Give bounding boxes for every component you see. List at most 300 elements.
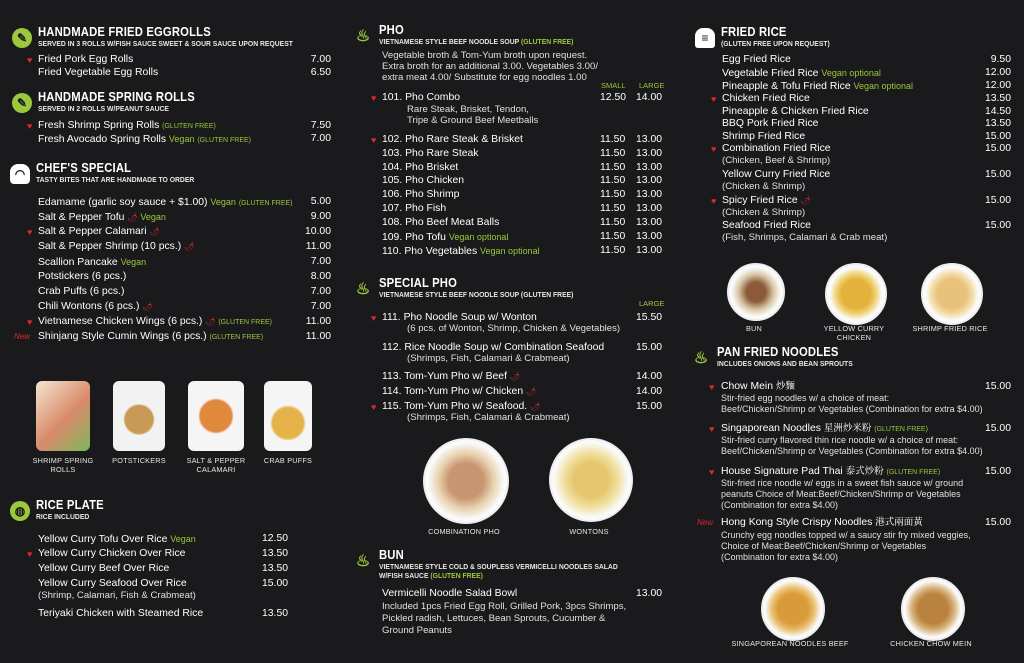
pho-item — [382, 231, 508, 244]
menu-item-name: Fresh Avocado Spring Rolls — [38, 134, 167, 145]
menu-item — [38, 533, 196, 546]
menu-item-desc: (Fish, Shrimps, Calamari & Crab meat) — [722, 232, 888, 243]
heart-icon: ♥ — [27, 121, 33, 131]
menu-item-name: Seafood Fried Rice — [722, 220, 811, 231]
section-title: HANDMADE FRIED EGGROLLS — [38, 25, 211, 39]
pho-item — [382, 148, 478, 160]
size-large-label: LARGE — [639, 299, 665, 308]
menu-item-name: Hong Kong Style Crispy Noodles — [721, 517, 873, 528]
item-number: 101. — [382, 92, 403, 103]
springrolls-section — [12, 91, 212, 113]
menu-item — [721, 381, 795, 393]
eggroll-icon: ✎ — [12, 28, 32, 48]
noodle-pan-icon: ♨ — [693, 350, 709, 367]
size-small-label: SMALL — [601, 81, 626, 90]
gluten-free-tag: (GLUTEN FREE) — [520, 37, 574, 46]
price-small: 12.50 — [600, 92, 627, 103]
menu-item-name: Scallion Pancake — [38, 257, 118, 268]
menu-item-name: Edamame (garlic soy sauce + $1.00) — [38, 197, 208, 208]
menu-item-name: Fried Vegetable Egg Rolls — [38, 67, 159, 78]
menu-item — [38, 211, 166, 224]
price-large: 13.00 — [636, 175, 663, 186]
pho-item — [382, 134, 523, 146]
bowl-icon: ♨ — [355, 553, 371, 570]
gluten-free-tag: (GLUTEN FREE) — [886, 469, 941, 476]
menu-item-name: Yellow Curry Beef Over Rice — [38, 563, 170, 574]
section-title: SPECIAL PHO — [379, 276, 458, 290]
item-number: 106. — [382, 189, 403, 200]
chili-icon: 🌶 — [127, 213, 138, 222]
price-small: 11.50 — [600, 134, 626, 145]
item-number: 104. — [382, 162, 403, 173]
menu-item-price: 9.50 — [990, 54, 1011, 65]
menu-item — [38, 196, 293, 210]
menu-item-price: 6.50 — [310, 67, 331, 78]
menu-item-price: 15.00 — [636, 401, 663, 412]
pho-note: Vegetable broth & Tom-Yum broth upon request. — [382, 50, 588, 61]
section-subtitle: TASTY BITES THAT ARE HANDMADE TO ORDER — [36, 175, 195, 184]
photo-caption: WONTONS — [569, 527, 609, 536]
menu-item-name: Pho Combo — [405, 92, 460, 103]
menu-item-price: 7.00 — [310, 54, 331, 65]
menu-item-name: Pho Tofu — [405, 232, 446, 243]
menu-item-name: Salt & Pepper Calamari — [38, 226, 147, 237]
photo-caption: SINGAPOREAN NOODLES BEEF — [731, 639, 849, 648]
gluten-free-tag: (GLUTEN FREE) — [209, 334, 264, 341]
photo-potstickers — [113, 381, 165, 451]
menu-item-name: Chow Mein — [721, 381, 773, 392]
menu-item-name: Yellow Curry Seafood Over Rice — [38, 578, 187, 589]
photo-caption: BUN — [745, 324, 762, 333]
menu-item-price: 13.50 — [262, 548, 289, 559]
menu-item-name: Pho Chicken — [405, 175, 465, 186]
vegan-tag: Vegan optional — [853, 81, 914, 91]
menu-item-name: Pho Rare Steak — [405, 148, 479, 159]
menu-item-price: 12.50 — [262, 533, 289, 544]
menu-item-price: 15.00 — [262, 578, 289, 589]
pho-item — [382, 162, 458, 174]
heart-icon: ♥ — [27, 227, 33, 237]
noodles-section — [691, 346, 865, 368]
menu-item-name: Salt & Pepper Shrimp (10 pcs.) — [38, 241, 182, 252]
menu-item-desc: peanuts Choice of Meat:Beef/Chicken/Shrimp or Vegetables — [721, 489, 961, 499]
menu-item-name: Pho Beef Meat Balls — [405, 217, 500, 228]
menu-item-desc: (Shrimps, Fish, Calamari & Crabmeat) — [407, 353, 570, 364]
menu-item-price: 12.00 — [984, 67, 1011, 78]
menu-item-price: 13.50 — [262, 563, 289, 574]
section-subtitle: VIETNAMESE STYLE COLD & SOUPLESS VERMICELLI NOODLES SALAD — [379, 562, 618, 571]
menu-item-price: 15.00 — [984, 466, 1011, 477]
menu-item-name: Pineapple & Chicken Fried Rice — [722, 106, 869, 117]
menu-item — [38, 316, 272, 329]
menu-item-price: 15.00 — [984, 381, 1011, 392]
middle-column — [345, 0, 685, 663]
heart-icon: ♥ — [711, 94, 717, 104]
bun-section — [353, 549, 639, 580]
heart-icon: ♥ — [27, 549, 33, 559]
menu-item-price: 13.50 — [262, 608, 289, 619]
noodle-bowl-icon: ♨ — [355, 28, 371, 45]
menu-item-price: 7.00 — [310, 286, 331, 297]
item-number: 103. — [382, 148, 403, 159]
menu-item-price: 14.00 — [636, 386, 663, 397]
item-number: 113. — [382, 371, 402, 382]
section-subtitle: SERVED IN 2 ROLLS W/PEANUT SAUCE — [38, 104, 169, 113]
price-small: 11.50 — [600, 231, 626, 242]
chili-icon: 🌶 — [800, 196, 811, 205]
chili-icon: 🌶 — [184, 242, 195, 251]
menu-item — [722, 54, 791, 66]
menu-item-name: Egg Fried Rice — [722, 54, 791, 65]
menu-item-price: 9.00 — [310, 211, 331, 222]
menu-item-name: Pho Vegetables — [404, 246, 478, 257]
menu-item-desc: Crunchy egg noodles topped w/ a saucy stir fry mixed veggies, — [721, 530, 971, 540]
heart-icon: ♥ — [711, 144, 717, 154]
price-small: 11.50 — [600, 148, 626, 159]
menu-item-price: 15.00 — [984, 517, 1011, 528]
menu-item — [722, 106, 869, 118]
menu-item-desc: (Combination for extra $4.00) — [721, 500, 839, 510]
price-small: 11.50 — [600, 245, 626, 256]
section-subtitle: INCLUDES ONIONS AND BEAN SPROUTS — [717, 359, 853, 368]
new-badge: New — [14, 332, 31, 341]
menu-item-name: Vermicelli Noodle Salad Bowl — [382, 588, 518, 599]
menu-item-desc: Beef/Chicken/Shrimp or Vegetables (Combination for extra $4.00) — [721, 446, 983, 456]
menu-item-desc: Stir-fried rice noodle w/ eggs in a sweet fish sauce w/ ground — [721, 478, 964, 488]
gluten-free-tag: (GLUTEN FREE) — [874, 426, 928, 433]
menu-item-name: Tom-Yum Pho w/ Beef — [404, 371, 507, 382]
photo-caption: CHICKEN CHOW MEIN — [890, 639, 972, 648]
menu-item-name: BBQ Pork Fried Rice — [722, 118, 819, 129]
chili-icon: 🌶 — [526, 387, 537, 396]
item-number: 102. — [382, 134, 403, 145]
vegan-tag: Vegan — [210, 197, 236, 207]
menu-item-price: 15.50 — [636, 312, 663, 323]
section-title: CHEF'S SPECIAL — [36, 161, 132, 175]
burger-icon: ≡ — [695, 28, 715, 48]
menu-item-desc: Tripe & Ground Beef Meetballs — [407, 115, 539, 126]
menu-item-name: Spicy Fried Rice — [722, 195, 798, 206]
item-number: 109. — [382, 232, 403, 243]
menu-item-price: 7.50 — [310, 120, 331, 131]
menu-item-price: 7.00 — [310, 301, 331, 312]
springroll-icon: ✎ — [12, 93, 32, 113]
noodle-bowl-icon: ♨ — [355, 281, 371, 298]
menu-item-desc: Choice of Meat:Beef/Chicken/Shrimp or Vegetables — [721, 541, 927, 551]
menu-item-price: 15.00 — [984, 131, 1011, 142]
gluten-free-tag: (GLUTEN FREE) — [197, 137, 252, 144]
eggrolls-section — [12, 26, 315, 48]
menu-item-name: Shinjang Style Cumin Wings (6 pcs.) — [38, 331, 207, 342]
vegan-tag: Vegan — [168, 134, 195, 144]
price-large: 14.00 — [636, 92, 663, 103]
menu-item-name: Pho Rare Steak & Brisket — [405, 134, 523, 145]
price-large: 13.00 — [636, 217, 663, 228]
pho-item — [382, 203, 446, 215]
menu-item-name: Combination Fried Rice — [722, 143, 831, 154]
pho-item — [382, 92, 460, 104]
section-title: BUN — [379, 548, 404, 562]
menu-item-desc: Included 1pcs Fried Egg Roll, Grilled Pork, 3pcs Shrimps, — [382, 601, 627, 612]
item-number: 112. — [382, 342, 402, 353]
item-number: 105. — [382, 175, 403, 186]
photo-caption: POTSTICKERS — [112, 456, 166, 465]
menu-item-name: Chicken Fried Rice — [722, 93, 810, 104]
menu-item-price: 10.00 — [304, 226, 331, 237]
menu-item-name: Pineapple & Tofu Fried Rice — [722, 81, 851, 92]
section-title: PHO — [379, 23, 404, 37]
section-subtitle — [379, 571, 618, 580]
photo-combination-pho — [423, 438, 509, 524]
menu-item-name: Rice Noodle Soup w/ Combination Seafood — [404, 342, 605, 353]
photo-chicken-chow-mein — [901, 577, 965, 641]
vegan-tag: Vegan optional — [821, 68, 881, 78]
menu-item-price: 7.00 — [310, 256, 331, 267]
photo-crab-puffs — [264, 381, 312, 451]
menu-item-price: 11.00 — [305, 241, 331, 252]
menu-item — [721, 517, 923, 529]
vegan-tag: Vegan optional — [448, 232, 509, 242]
section-subtitle: (GLUTEN FREE UPON REQUEST) — [721, 39, 830, 48]
menu-item-desc: (Chicken & Shrimp) — [722, 181, 806, 192]
menu-item-name: Pho Brisket — [405, 162, 459, 173]
section-subtitle: VIETNAMESE STYLE BEEF NOODLE SOUP (GLUTEN FREE) — [379, 290, 574, 299]
riceplate-section — [10, 499, 111, 521]
photo-caption: SHRIMP FRIED RICE — [912, 324, 988, 333]
price-large: 13.00 — [636, 203, 663, 214]
pho-item — [382, 245, 540, 258]
menu-item-price: 7.00 — [310, 133, 331, 144]
vegan-tag: Vegan — [120, 257, 147, 267]
menu-item-price: 15.00 — [984, 423, 1011, 434]
heart-icon: ♥ — [709, 382, 715, 392]
item-number: 115. — [382, 401, 402, 412]
menu-item — [722, 143, 831, 155]
menu-item-name: Pho Fish — [405, 203, 447, 214]
vegan-tag: Vegan — [170, 534, 196, 544]
menu-item-name: Pho Noodle Soup w/ Wonton — [403, 312, 537, 323]
chinese-name: 炒麵 — [775, 381, 795, 392]
photo-caption: SALT & PEPPER CALAMARI — [186, 456, 246, 474]
photo-singaporean-noodles — [761, 577, 825, 641]
vegan-tag: Vegan — [140, 212, 166, 222]
section-title: FRIED RICE — [721, 25, 787, 39]
chili-icon: 🌶 — [205, 317, 216, 326]
price-small: 11.50 — [600, 162, 626, 173]
price-large: 13.00 — [636, 245, 663, 256]
gluten-free-tag: (GLUTEN FREE) — [238, 200, 293, 207]
menu-item — [38, 120, 216, 133]
menu-item-price: 5.00 — [310, 196, 331, 207]
photo-caption: COMBINATION PHO — [428, 527, 500, 536]
menu-item-desc: Stir-fried curry flavored thin rice noodle w/ a choice of meat: — [721, 435, 959, 445]
chili-icon: 🌶 — [149, 227, 160, 236]
heart-icon: ♥ — [711, 196, 717, 206]
menu-item-name: Fried Pork Egg Rolls — [38, 54, 134, 65]
specialpho-section — [353, 277, 590, 299]
pho-item — [382, 386, 536, 398]
heart-icon: ♥ — [709, 424, 715, 434]
menu-item-name: Tom-Yum Pho w/ Chicken — [404, 386, 524, 397]
menu-item-name: Yellow Curry Tofu Over Rice — [38, 534, 168, 545]
photo-caption: CRAB PUFFS — [263, 456, 313, 465]
menu-item — [722, 220, 811, 232]
chili-icon: 🌶 — [142, 302, 153, 311]
photo-calamari — [188, 381, 244, 451]
menu-item-desc: Stir-fried egg noodles w/ a choice of meat: — [721, 393, 890, 403]
section-subtitle: RICE INCLUDED — [36, 512, 90, 521]
heart-icon: ♥ — [709, 467, 715, 477]
chinese-name: 港式兩面黃 — [875, 517, 923, 528]
menu-item-desc: Rare Steak, Brisket, Tendon, — [407, 104, 529, 115]
menu-item-name: House Signature Pad Thai — [721, 466, 843, 477]
menu-item — [722, 93, 810, 105]
menu-item — [722, 169, 830, 181]
left-column — [0, 0, 345, 663]
menu-item — [38, 331, 263, 344]
gluten-free-tag: (GLUTEN FREE) — [162, 123, 216, 130]
photo-bun — [727, 263, 785, 321]
menu-item-name: Pho Shrimp — [405, 189, 460, 200]
pho-note: extra meat 4.00/ Substitute for egg noodles 1.00 — [382, 72, 587, 83]
pho-section — [353, 24, 590, 46]
menu-item-price: 8.00 — [310, 271, 331, 282]
menu-item-price: 14.00 — [636, 371, 663, 382]
menu-item-name: Shrimp Fried Rice — [722, 131, 806, 142]
menu-item-name: Fresh Shrimp Spring Rolls — [38, 120, 160, 131]
menu-item-name: Potstickers (6 pcs.) — [38, 271, 127, 282]
photo-shrimp-fried-rice — [921, 263, 983, 325]
chinese-name: 星洲炒米粉 — [823, 423, 872, 434]
menu-item-price: 11.00 — [305, 316, 331, 327]
gluten-free-tag: (GLUTEN FREE) — [430, 571, 483, 580]
price-large: 13.00 — [636, 189, 663, 200]
price-small: 11.50 — [600, 175, 626, 186]
heart-icon: ♥ — [27, 317, 33, 327]
gluten-free-tag: (GLUTEN FREE) — [218, 319, 273, 326]
chili-icon: 🌶 — [509, 372, 520, 381]
item-number: 108. — [382, 217, 403, 228]
menu-item — [722, 195, 811, 207]
item-number: 111. — [382, 312, 401, 323]
menu-item — [722, 131, 805, 143]
friedrice-section — [695, 26, 839, 48]
subtitle-text: VIETNAMESE STYLE BEEF NOODLE SOUP — [379, 37, 520, 46]
heart-icon: ♥ — [371, 402, 377, 412]
size-large-label: LARGE — [639, 81, 665, 90]
rice-bowl-icon: ◍ — [10, 501, 30, 521]
section-title: HANDMADE SPRING ROLLS — [38, 90, 195, 104]
menu-item-price: 12.00 — [984, 80, 1011, 91]
menu-item-name: Yellow Curry Chicken Over Rice — [38, 548, 186, 559]
menu-item-name: Singaporean Noodles — [721, 423, 821, 434]
menu-item-desc: (Chicken & Shrimp) — [722, 207, 806, 218]
heart-icon: ♥ — [371, 313, 377, 323]
menu-item-name: Vietnamese Chicken Wings (6 pcs.) — [38, 316, 203, 327]
photo-caption: YELLOW CURRY CHICKEN — [823, 324, 885, 342]
menu-item-price: 15.00 — [984, 195, 1011, 206]
item-number: 110. — [382, 246, 402, 257]
pho-item — [382, 217, 499, 229]
menu-item — [722, 118, 818, 130]
menu-item-name: Salt & Pepper Tofu — [38, 212, 125, 223]
pho-item — [382, 189, 459, 201]
menu-item — [38, 226, 160, 238]
section-title: RICE PLATE — [36, 498, 104, 512]
menu-item-desc: (Combination for extra $4.00) — [721, 552, 839, 562]
menu-item-desc: (6 pcs. of Wonton, Shrimp, Chicken & Vegetables) — [407, 323, 621, 334]
menu-item-desc: Beef/Chicken/Shrimp or Vegetables (Combination for extra $4.00) — [721, 404, 983, 414]
pho-item — [382, 371, 520, 383]
menu-item — [722, 80, 913, 93]
menu-item-desc: Pickled radish, Lettuces, Bean Sprouts, Cucumber & — [382, 613, 606, 624]
photo-caption: SHRIMP SPRING ROLLS — [32, 456, 94, 474]
heart-icon: ♥ — [371, 135, 377, 145]
menu-item — [38, 256, 146, 269]
section-subtitle — [379, 37, 573, 46]
chili-icon: 🌶 — [530, 402, 541, 411]
menu-item — [722, 67, 881, 80]
menu-item-name: Vegetable Fried Rice — [722, 68, 819, 79]
photo-wontons — [549, 438, 633, 522]
section-title: PAN FRIED NOODLES — [717, 345, 839, 359]
menu-item — [38, 133, 251, 147]
menu-item-name: Tom-Yum Pho w/ Seafood. — [404, 401, 528, 412]
price-large: 13.00 — [636, 162, 663, 173]
heart-icon: ♥ — [371, 93, 377, 103]
right-column — [685, 0, 1024, 663]
chinese-name: 泰式炒粉 — [845, 466, 884, 477]
chef-hat-icon: ◠ — [10, 164, 30, 184]
item-number: 107. — [382, 203, 403, 214]
pho-item — [382, 175, 464, 187]
price-large: 13.00 — [636, 231, 663, 242]
heart-icon: ♥ — [27, 55, 33, 65]
menu-item-price: 13.00 — [636, 588, 663, 599]
menu-item-name: Chili Wontons (6 pcs.) — [38, 301, 140, 312]
menu-item-price: 15.00 — [984, 220, 1011, 231]
photo-shrimp-spring-rolls — [36, 381, 90, 451]
section-subtitle: SERVED IN 3 ROLLS W/FISH SAUCE SWEET & SOUR SAUCE UPON REQUEST — [38, 39, 293, 48]
menu-item-desc: (Shrimps, Fish, Calamari & Crabmeat) — [407, 412, 570, 423]
new-badge: New — [697, 518, 714, 527]
menu-item-price: 11.00 — [305, 331, 331, 342]
photo-yellow-curry-chicken — [825, 263, 887, 325]
price-large: 13.00 — [636, 148, 663, 159]
subtitle-text: W/FISH SAUCE — [379, 571, 429, 580]
price-small: 11.50 — [600, 203, 626, 214]
menu-item-desc: (Chicken, Beef & Shrimp) — [722, 155, 831, 166]
menu-item-price: 14.50 — [984, 106, 1011, 117]
item-number: 114. — [382, 386, 402, 397]
price-small: 11.50 — [600, 217, 626, 228]
menu-item-price: 13.50 — [984, 93, 1011, 104]
price-large: 13.00 — [636, 134, 663, 145]
menu-item-name: Crab Puffs (6 pcs.) — [38, 286, 125, 297]
menu-item-price: 13.50 — [984, 118, 1011, 129]
menu-item — [38, 241, 194, 253]
menu-item-desc: (Shrimp, Calamari, Fish & Crabmeat) — [38, 590, 196, 601]
menu-item-name: Yellow Curry Fried Rice — [722, 169, 831, 180]
menu-item-desc: Ground Peanuts — [382, 625, 452, 636]
menu-item-name: Teriyaki Chicken with Steamed Rice — [38, 608, 204, 619]
menu-item-price: 15.00 — [984, 169, 1011, 180]
pho-note: Extra broth for an additional 3.00. Vegetables 3.00/ — [382, 61, 599, 72]
menu-item — [38, 301, 153, 313]
chefs-section — [10, 162, 208, 184]
price-small: 11.50 — [600, 189, 626, 200]
menu-item-price: 15.00 — [636, 342, 663, 353]
